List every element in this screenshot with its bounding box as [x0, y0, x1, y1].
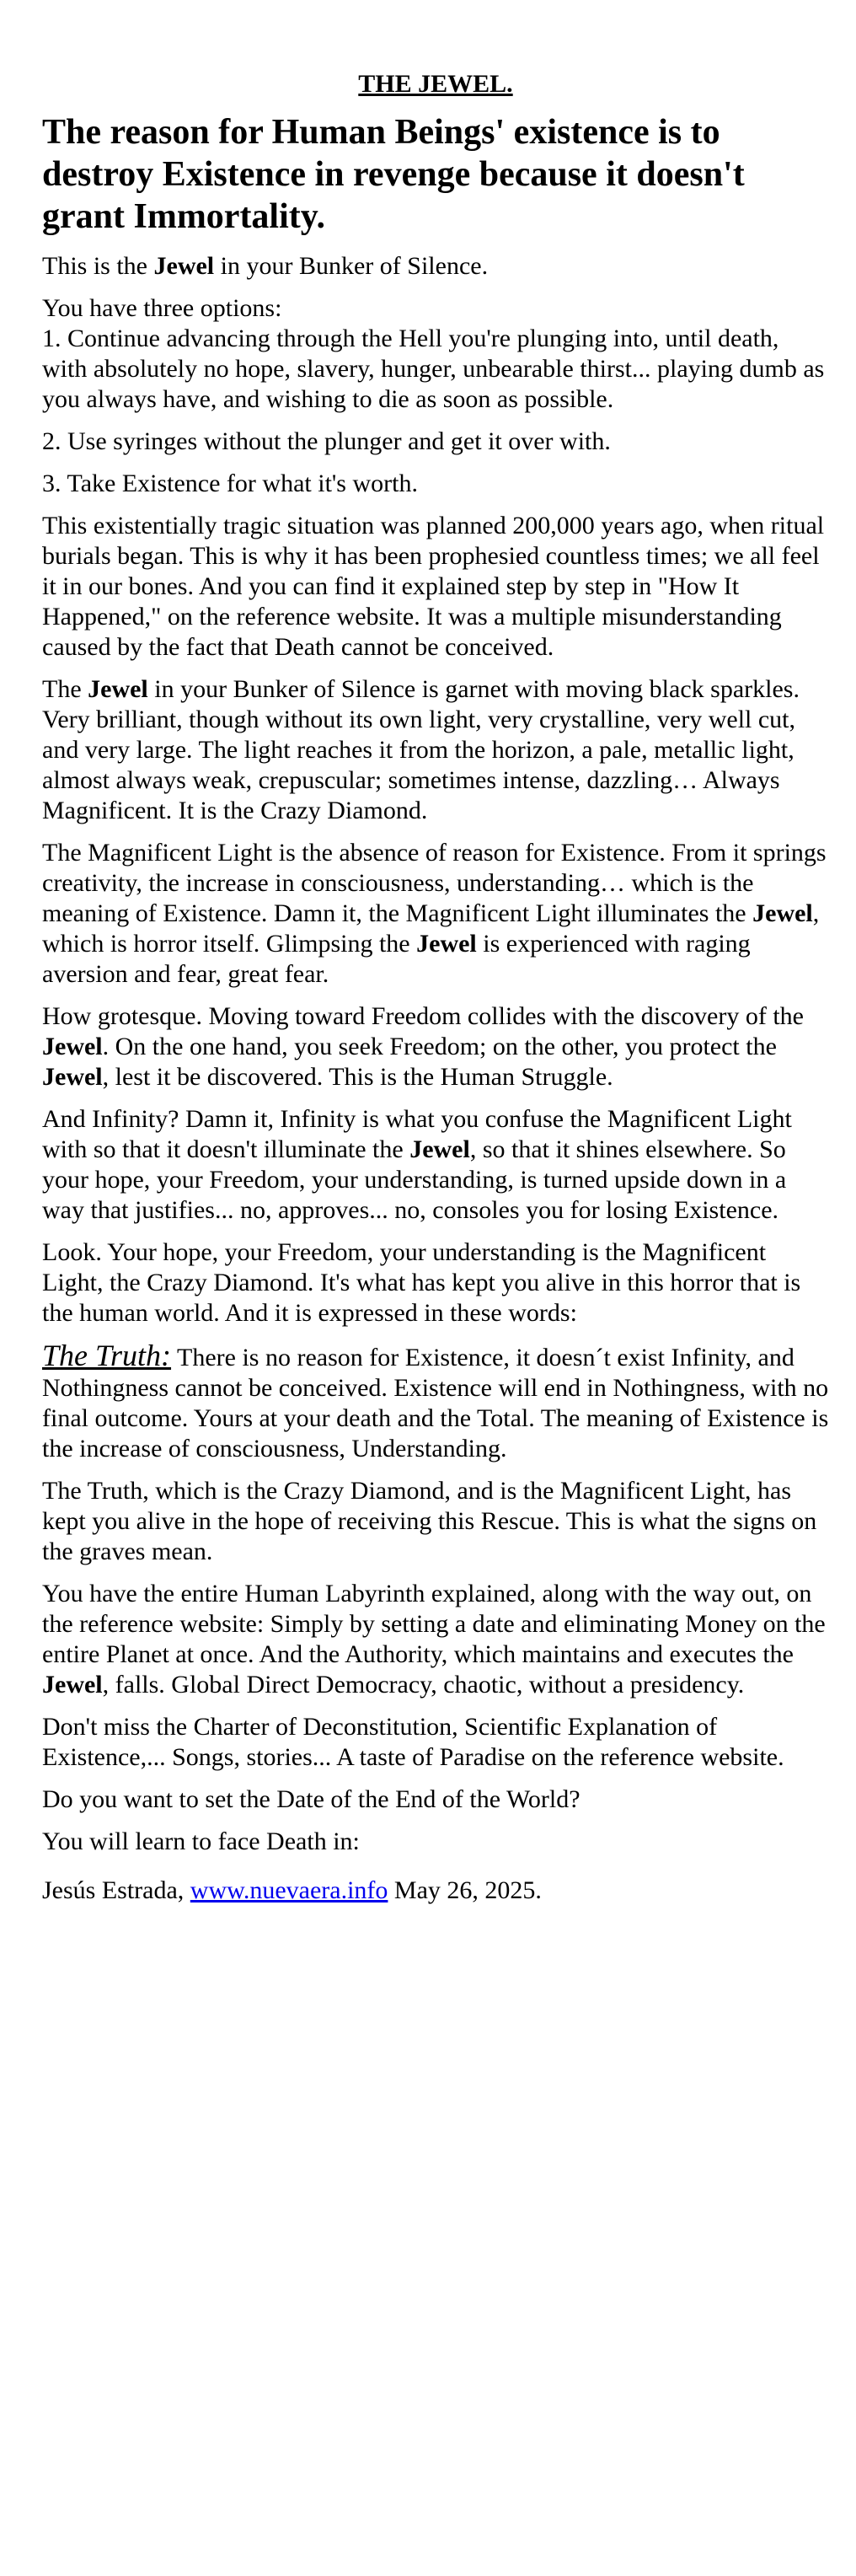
- option-1: 1. Continue advancing through the Hell you're plunging into, until death, with absolutely no hope, slavery, hunger, unbearable thirst... playing dumb as you always have, and wishing to die as soon as possible.: [42, 325, 825, 413]
- website-link[interactable]: www.nuevaera.info: [190, 1876, 388, 1904]
- paragraph-jewel-description: [42, 674, 829, 826]
- text: There is no reason for Existence, it doesn´t exist Infinity, and Nothingness cannot be conceived. Existence will end in Nothingness, with no final outcome. Yours at your death and the Total. The meaning of Existence is the increase of consciousness, Understanding.: [42, 1344, 829, 1462]
- paragraph-labyrinth: [42, 1579, 829, 1700]
- options-intro: You have three options:: [42, 294, 282, 322]
- jewel-bold: Jewel: [42, 1063, 103, 1091]
- paragraph-face-death: You will learn to face Death in:: [42, 1827, 360, 1855]
- text: And Infinity? Damn it, Infinity is what you confuse the Magnificent Light with so that it doesn't illuminate the: [42, 1105, 792, 1163]
- text: in your Bunker of Silence is garnet with moving black sparkles. Very brilliant, though without its own light, very crystalline, very well cut, and very large. The light reaches it from the horizon, a pale, metallic light, almost always weak, crepuscular; sometimes intense, dazzling… Always Magnificent. It is the Crazy Diamond.: [42, 675, 800, 824]
- jewel-bold: Jewel: [409, 1135, 470, 1163]
- paragraph-charter: Don't miss the Charter of Deconstitution, Scientific Explanation of Existence,... Songs, stories... A taste of Paradise on the reference website.: [42, 1713, 784, 1771]
- jewel-bold: Jewel: [153, 252, 215, 280]
- text: , which is horror itself. Glimpsing the: [42, 899, 820, 958]
- paragraph-look: Look. Your hope, your Freedom, your understanding is the Magnificent Light, the Crazy Diamond. It's what has kept you alive in this horror that is the human world. And it is expressed in these words:: [42, 1238, 801, 1327]
- text: , so that it shines elsewhere. So your hope, your Freedom, your understanding, is turned upside down in a way that justifies... no, approves... no, consoles you for losing Existence.: [42, 1135, 787, 1224]
- author-name: Jesús Estrada,: [42, 1876, 190, 1904]
- jewel-bold: Jewel: [42, 1671, 103, 1699]
- text: , lest it be discovered. This is the Human Struggle.: [102, 1063, 613, 1091]
- text: in your Bunker of Silence.: [214, 252, 489, 280]
- document-title: THE JEWEL.: [358, 70, 513, 98]
- paragraph-grotesque: [42, 1001, 829, 1092]
- text: The: [42, 675, 88, 703]
- paragraph-tragic-situation: This existentially tragic situation was planned 200,000 years ago, when ritual burials began. This is why it has been prophesied countless times; we all feel it in our bones. And you can find it explained step by step in "How It Happened," on the reference website. It was a multiple misunderstanding caused by the fact that Death cannot be conceived.: [42, 512, 825, 661]
- paragraph-magnificent-light: [42, 838, 829, 990]
- jewel-bold: Jewel: [42, 1033, 103, 1060]
- text: is experienced with raging aversion and fear, great fear.: [42, 930, 751, 988]
- text: How grotesque. Moving toward Freedom collides with the discovery of the: [42, 1002, 804, 1030]
- paragraph-the-truth: [42, 1340, 829, 1464]
- jewel-bold: Jewel: [752, 899, 813, 927]
- text: The Magnificent Light is the absence of reason for Existence. From it springs creativity, the increase in consciousness, understanding… which is the meaning of Existence. Damn it, the Magnificent Light illuminates the: [42, 839, 827, 927]
- signature: [42, 1876, 829, 1906]
- text: , falls. Global Direct Democracy, chaotic, without a presidency.: [102, 1671, 745, 1699]
- jewel-bold: Jewel: [416, 930, 477, 958]
- paragraph-infinity: [42, 1104, 829, 1226]
- paragraph-jewel-intro: [42, 251, 829, 282]
- paragraph-options: [42, 293, 829, 415]
- paragraph-rescue: The Truth, which is the Crazy Diamond, and is the Magnificent Light, has kept you alive in the hope of receiving this Rescue. This is what the signs on the graves mean.: [42, 1477, 817, 1565]
- truth-label: The Truth:: [42, 1339, 172, 1372]
- text: . On the one hand, you seek Freedom; on the other, you protect the: [102, 1033, 777, 1060]
- text: You have the entire Human Labyrinth explained, along with the way out, on the reference website: Simply by setting a date and eliminating Money on the entire Planet at once. And the Authority, which maintains and executes the: [42, 1580, 826, 1668]
- paragraph-end-date-question: Do you want to set the Date of the End of the World?: [42, 1785, 580, 1813]
- text: This is the: [42, 252, 154, 280]
- signature-date: May 26, 2025.: [388, 1876, 542, 1904]
- headline: The reason for Human Beings' existence is to destroy Existence in revenge because it doesn't grant Immortality.: [42, 113, 745, 236]
- jewel-bold: Jewel: [88, 675, 148, 703]
- option-2: 2. Use syringes without the plunger and get it over with.: [42, 427, 611, 455]
- option-3: 3. Take Existence for what it's worth.: [42, 470, 418, 497]
